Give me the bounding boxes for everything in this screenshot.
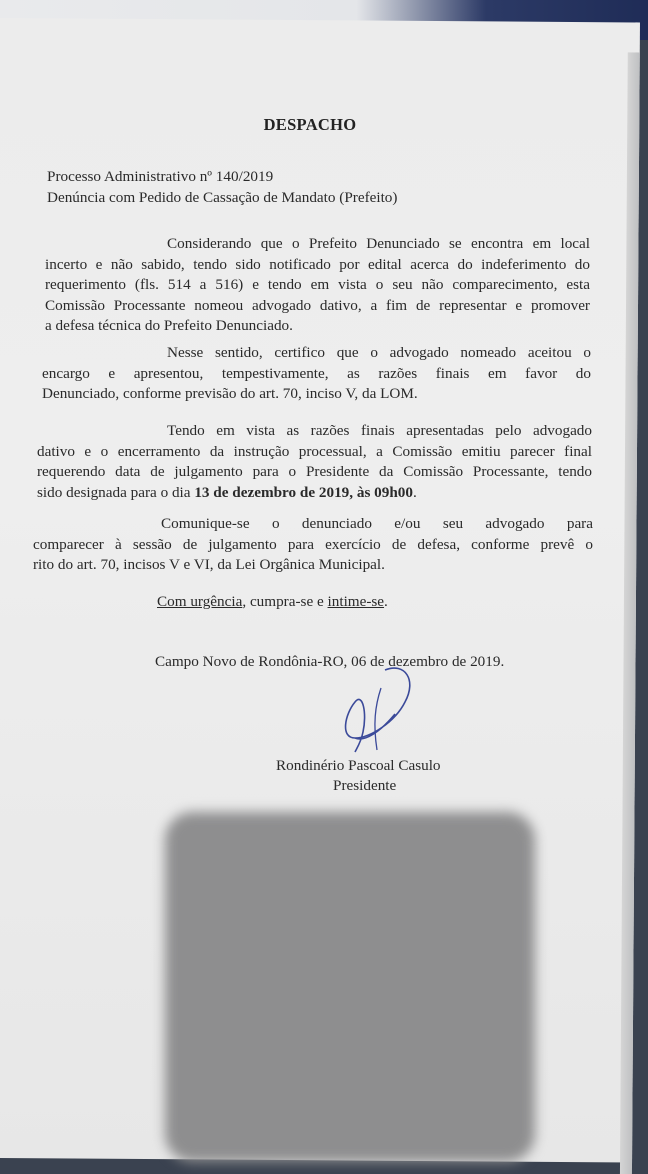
text-line: comparecer à sessão de julgamento para exercício de defesa, conforme prevê o <box>33 535 593 553</box>
signatory-name: Rondinério Pascoal Casulo <box>276 757 441 774</box>
text-segment: . <box>384 593 388 610</box>
paper-edge <box>620 52 640 1174</box>
text-line: rito do art. 70, incisos V e VI, da Lei Orgânica Municipal. <box>33 556 385 573</box>
document-header <box>47 167 397 208</box>
process-subject: Denúncia com Pedido de Cassação de Mandato (Prefeito) <box>47 188 398 206</box>
signature-icon <box>325 662 425 754</box>
text-line: encargo e apresentou, tempestivamente, as razões finais em favor do <box>42 364 591 382</box>
text-line: Denunciado, conforme previsão do art. 70, inciso V, da LOM. <box>42 385 418 402</box>
text-line: Comunique-se o denunciado e/ou seu advogado para <box>161 515 593 532</box>
text-line <box>37 483 592 504</box>
paragraph-3 <box>37 421 592 503</box>
text-line: Considerando que o Prefeito Denunciado se encontra em local <box>167 235 590 252</box>
text-line: a defesa técnica do Prefeito Denunciado. <box>45 317 293 334</box>
text-line: Tendo em vista as razões finais apresentadas pelo advogado <box>167 422 592 439</box>
paragraph-1 <box>45 234 590 337</box>
closing-line <box>157 592 388 613</box>
paragraph-4 <box>33 514 593 576</box>
text-line: Comissão Processante nomeou advogado dativo, a fim de representar e promover <box>45 296 590 314</box>
redacted-region <box>165 812 535 1162</box>
text-line: requerendo data de julgamento para o Presidente da Comissão Processante, tendo <box>37 463 592 480</box>
text-line: requerimento (fls. 514 a 516) e tendo em vista o seu não comparecimento, esta <box>45 276 590 293</box>
paragraph-2 <box>42 343 591 405</box>
text-segment: intime-se <box>327 593 385 610</box>
place-date: Campo Novo de Rondônia-RO, 06 de dezembro de 2019. <box>155 653 505 670</box>
hearing-date: 13 de dezembro de 2019, às 09h00 <box>194 483 413 501</box>
text-segment: Com urgência <box>157 593 243 610</box>
document-title: DESPACHO <box>263 115 357 134</box>
text-line: incerto e não sabido, tendo sido notificado por edital acerca do indeferimento do <box>45 255 590 273</box>
text-segment: , cumpra-se e <box>242 593 328 610</box>
text-segment: . <box>412 483 417 501</box>
process-number: Processo Administrativo nº 140/2019 <box>47 168 274 185</box>
text-line: dativo e o encerramento da instrução processual, a Comissão emitiu parecer final <box>37 442 592 460</box>
text-segment: sido designada para o dia <box>37 483 195 501</box>
text-line: Nesse sentido, certifico que o advogado nomeado aceitou o <box>167 344 591 361</box>
signatory-role: Presidente <box>333 777 397 794</box>
